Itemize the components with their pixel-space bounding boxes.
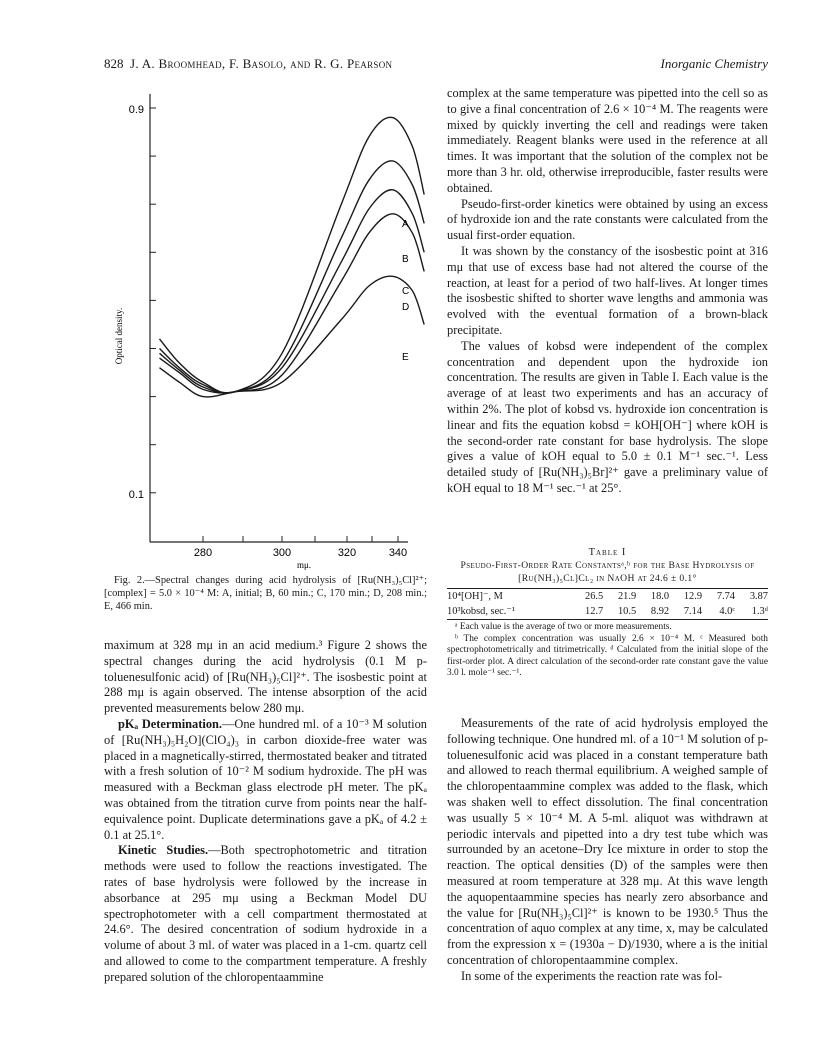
curve-label-a: A [402, 219, 409, 230]
table-cell: 12.7 [585, 606, 604, 617]
paragraph-body: —One hundred ml. of a 10⁻³ M solution of [Ru(NH₃)₅H₂O](ClO₄)₃ in carbon dioxide-free water was placed in a magnetically-stirred, thermostated beaker and titrated with a fresh solution of 10⁻² M sodium hydroxide. The pH was measured with a Beckman glass electrode pH meter. The pKₐ was obtained from the titration curve from points near the half-equivalence point. Duplicate determinations gave a pKₐ of 4.2 ± 0.1 at 25.1°. [104, 716, 428, 842]
running-header [104, 56, 768, 72]
footnote: ᵃ Each value is the average of two or more measurements. [455, 622, 672, 632]
paragraph-body: —Both spectrophotometric and titration methods were used to follow the reactions investigated. The rates of base hydrolysis were followed by the increase in absorbance at 295 mμ using a Beckman Model DU spectrophotometer with a cell compartment thermostated at 24.6°. The desired concentration of sodium hydroxide in a volume of about 3 ml. of water was placed in a 1-cm. quartz cell and allowed to come to the compartment temperature. A freshly prepared solution of the chloropentaammine [104, 843, 427, 984]
table-cell: 1.3ᵈ [751, 606, 768, 617]
journal-name: Inorganic Chemistry [660, 56, 768, 71]
x-tick-label-320: 320 [337, 547, 357, 559]
table-row [447, 589, 768, 605]
table-cell: 26.5 [585, 591, 604, 602]
y-tick-label-bottom: 0.1 [128, 489, 144, 501]
table-cell: 8.92 [650, 606, 670, 617]
paragraph: In some of the experiments the reaction rate was fol- [461, 968, 723, 983]
curve-label-c: C [402, 286, 410, 297]
table-cell: 3.87 [749, 591, 768, 602]
table-footnotes [447, 622, 768, 680]
y-axis-ticks [150, 108, 156, 493]
authors: J. A. Broomhead, F. Basolo, and R. G. Pearson [130, 56, 393, 71]
paragraph: The values of kobsd were independent of the complex concentration and dependent upon the hydroxide ion concentration. The results are given in Table I. Each value is the average of at least two experiments and has an accuracy of within 2%. The plot of kobsd vs. hydroxide ion concentration is linear and fits the equation kobsd = kOH[OH⁻] where kOH is the second-order rate constant for base hydrolysis. The slope gives a value of kOH equal to 5.0 ± 0.1 M⁻¹ sec.⁻¹. Less detailed study of [Ru(NH₃)₅Br]²⁺ gave a preliminary value of kOH equal to 18 M⁻¹ sec.⁻¹ at 25°. [447, 338, 768, 495]
table-1 [447, 546, 768, 680]
table-cell: 7.74 [716, 591, 735, 602]
paragraph: complex at the same temperature was pipetted into the cell so as to give a final concentration of 2.6 × 10⁻⁴ M. The reagents were mixed by quickly inverting the cell and readings were taken immediately. Reagent blanks were used in the reference at all times. It was important that the solution of the complex not be more than 3 hr. old, otherwise irreproducible, faster results were obtained. [447, 86, 768, 195]
curve-d [160, 214, 425, 393]
section-heading: Kinetic Studies. [118, 843, 209, 858]
paragraph: It was shown by the constancy of the isosbestic point at 316 mμ that use of excess base had not altered the course of the reaction, at least for a period of two half-lives. At longer times the isosbestic shifted to shorter wave lengths and ammonia was evolved with the eventual formation of a brown-black precipitate. [447, 243, 768, 337]
curve-label-b: B [402, 254, 409, 265]
paragraph: maximum at 328 mμ in an acid medium.³ Figure 2 shows the spectral changes during the acid hydrolysis (0.1 M p-toluenesulfonic acid) of [Ru(NH₃)₅Cl]²⁺. The isosbestic point at 288 mμ is again observed. The intense absorption of the acid prevented measurements below 280 mμ. [104, 638, 427, 716]
page-number: 828 [104, 56, 124, 71]
data-table [447, 588, 768, 620]
curve-a [160, 117, 425, 393]
left-column-text [104, 638, 427, 986]
footnote: ᵇ The complex concentration was usually 2.6 × 10⁻⁴ M. ᶜ Measured both spectrophotometrically and titrimetrically. ᵈ Calculated from the initial slope of the first-order plot. A direct calculation of the second-order rate constant gave the value 3.0 l. mole⁻¹ sec.⁻¹. [447, 633, 768, 679]
row-label: 10⁴[OH]⁻, M [447, 591, 503, 602]
right-column-bottom-text [447, 716, 768, 985]
curve-label-e: E [402, 352, 409, 363]
curves-group [160, 117, 425, 397]
table-subtitle: Pseudo-First-Order Rate Constantsᵃ,ᵇ for the Base Hydrolysis of [Ru(NH₃)₅Cl]Cl₂ in NaOH at 24.6 ± 0.1° [460, 560, 755, 584]
table-cell: 7.14 [683, 606, 703, 617]
table-cell: 18.0 [650, 591, 670, 602]
figure-caption [104, 574, 427, 613]
table-cell: 12.9 [683, 591, 703, 602]
y-tick-label-top: 0.9 [128, 104, 144, 116]
paragraph [104, 843, 427, 985]
y-axis-label: Optical density. [114, 307, 124, 365]
spectral-figure [104, 86, 427, 570]
x-axis-ticks [203, 536, 398, 542]
paragraph [104, 717, 427, 843]
curve-label-d: D [402, 302, 410, 313]
figure-caption-text: Fig. 2.—Spectral changes during acid hydrolysis of [Ru(NH₃)₅Cl]²⁺; [complex] = 5.0 × 10⁻⁴ M: A, initial; B, 60 min.; C, 170 min.; D, 208 min.; E, 466 min. [104, 575, 427, 612]
x-tick-label-340: 340 [388, 547, 408, 559]
table-title: Table I [588, 547, 627, 558]
x-axis-label: mμ. [296, 560, 312, 570]
paragraph: Measurements of the rate of acid hydrolysis employed the following technique. One hundred ml. of a 10⁻¹ M solution of p-toluenesulfonic acid was placed in a constant temperature bath and allowed to reach thermal equilibrium. A weighed sample of the chloropentaammine complex was added to the flask, which was shaken well to effect dissolution. The final concentration was usually 5 × 10⁻⁴ M. A 5-ml. aliquot was withdrawn at periodic intervals and pipetted into a dry test tube which was surrounded by an acetone–Dry Ice mixture in order to stop the reaction. The optical densities (D) of the samples were then measured at room temperature at 328 mμ. At this wave length the aquopentaammine species has nearly zero absorbance and the value for [Ru(NH₃)₅Cl]²⁺ is known to be 1930.⁵ Thus the concentration of aquo complex at any time, x, may be calculated from the expression x = (1930a − D)/1930, where a is the initial concentration of chloropentaammine complex. [447, 716, 769, 967]
section-heading: pKₐ Determination. [118, 716, 223, 731]
table-cell: 21.9 [617, 591, 637, 602]
curve-e [160, 276, 425, 397]
right-column-top-text [447, 86, 768, 497]
row-label: 10³kobsd, sec.⁻¹ [447, 606, 515, 617]
table-cell: 4.0ᶜ [719, 606, 735, 617]
x-tick-label-300: 300 [272, 547, 292, 559]
paragraph: Pseudo-first-order kinetics were obtained by using an excess of hydroxide ion and the rate constants were calculated from the usual first-order equation. [447, 196, 768, 243]
table-row [447, 604, 768, 620]
table-cell: 10.5 [617, 606, 637, 617]
x-tick-label-280: 280 [193, 547, 213, 559]
plot-frame [150, 94, 408, 542]
